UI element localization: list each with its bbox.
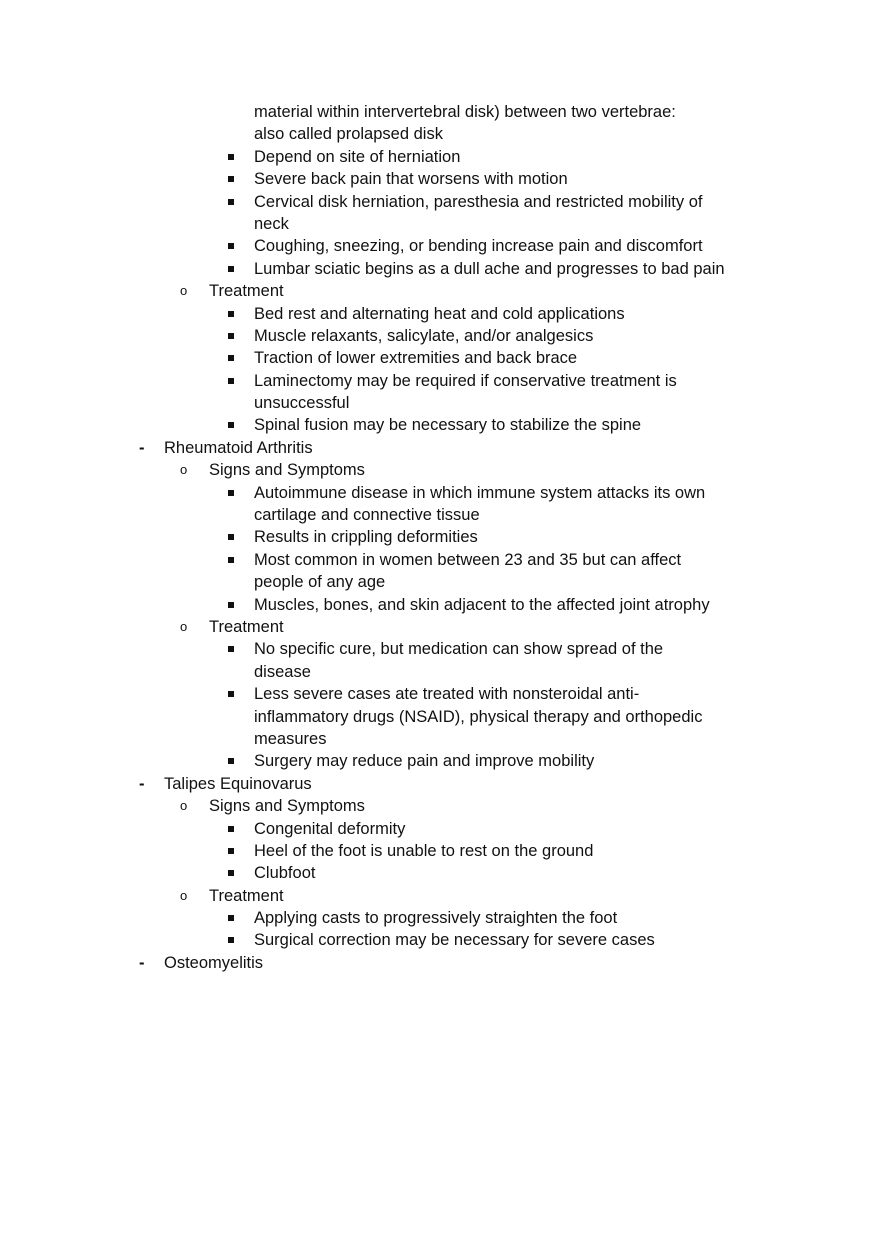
- text-line: [0, 728, 880, 750]
- document-content: [0, 101, 880, 974]
- list-item-text: Traction of lower extremities and back brace: [254, 349, 578, 368]
- square-bullet-icon: [228, 557, 234, 563]
- text-line: [0, 571, 880, 593]
- text-line: [0, 392, 880, 414]
- text-line: [0, 101, 880, 123]
- text-line: [0, 661, 880, 683]
- text-line: [0, 504, 880, 526]
- list-item-text: material within intervertebral disk) between two vertebrae:: [254, 103, 676, 121]
- list-item-text: inflammatory drugs (NSAID), physical therapy and orthopedic: [254, 707, 703, 726]
- square-bullet-icon: [228, 758, 234, 764]
- list-item-text: Lumbar sciatic begins as a dull ache and progresses to bad pain: [254, 259, 725, 278]
- list-item-text: Autoimmune disease in which immune system attacks its own: [254, 483, 706, 502]
- list-item-text: Congenital deformity: [254, 819, 406, 838]
- subsection-label: Signs and Symptoms: [209, 461, 365, 480]
- list-item-text: Less severe cases ate treated with nonsteroidal anti-: [254, 685, 640, 704]
- subsection-heading: [0, 795, 880, 817]
- list-item-text: No specific cure, but medication can show spread of the: [254, 640, 664, 659]
- section-title: Talipes Equinovarus: [164, 774, 312, 793]
- list-item: [0, 549, 880, 571]
- list-item: [0, 146, 880, 168]
- list-item: [0, 907, 880, 929]
- square-bullet-icon: [228, 848, 234, 854]
- subsection-label: Signs and Symptoms: [209, 797, 365, 816]
- subsection-label: Treatment: [209, 282, 284, 301]
- square-bullet-icon: [228, 870, 234, 876]
- square-bullet-icon: [228, 243, 234, 249]
- dash-bullet-icon: -: [139, 953, 145, 972]
- square-bullet-icon: [228, 355, 234, 361]
- subsection-heading: [0, 885, 880, 907]
- list-item-text: also called prolapsed disk: [254, 125, 443, 144]
- list-item-text: Applying casts to progressively straighten the foot: [254, 909, 618, 928]
- list-item-text: Heel of the foot is unable to rest on the ground: [254, 841, 594, 860]
- circle-bullet-icon: o: [180, 462, 188, 478]
- list-item-text: unsuccessful: [254, 394, 350, 413]
- list-item-text: Spinal fusion may be necessary to stabilize the spine: [254, 416, 642, 435]
- list-item: [0, 235, 880, 257]
- list-item-text: Surgery may reduce pain and improve mobility: [254, 752, 595, 771]
- square-bullet-icon: [228, 266, 234, 272]
- list-item-text: Coughing, sneezing, or bending increase pain and discomfort: [254, 237, 703, 256]
- list-item-text: Cervical disk herniation, paresthesia and restricted mobility of: [254, 192, 703, 211]
- circle-bullet-icon: o: [180, 887, 188, 903]
- subsection-heading: [0, 280, 880, 302]
- list-item: [0, 683, 880, 705]
- list-item: [0, 594, 880, 616]
- text-line: [0, 213, 880, 235]
- list-item: [0, 638, 880, 660]
- list-item-text: people of any age: [254, 573, 386, 592]
- square-bullet-icon: [228, 154, 234, 160]
- square-bullet-icon: [228, 602, 234, 608]
- square-bullet-icon: [228, 646, 234, 652]
- list-item: [0, 482, 880, 504]
- list-item-text: Surgical correction may be necessary for severe cases: [254, 931, 655, 950]
- subsection-heading: [0, 459, 880, 481]
- subsection-label: Treatment: [209, 617, 284, 636]
- list-item: [0, 750, 880, 772]
- list-item: [0, 526, 880, 548]
- list-item: [0, 414, 880, 436]
- list-item: [0, 370, 880, 392]
- list-item: [0, 325, 880, 347]
- circle-bullet-icon: o: [180, 283, 188, 299]
- square-bullet-icon: [228, 333, 234, 339]
- square-bullet-icon: [228, 534, 234, 540]
- list-item: [0, 303, 880, 325]
- subsection-heading: [0, 616, 880, 638]
- text-line: [0, 123, 880, 145]
- list-item-text: Muscle relaxants, salicylate, and/or analgesics: [254, 326, 594, 345]
- list-item-text: neck: [254, 214, 289, 233]
- list-item: [0, 862, 880, 884]
- square-bullet-icon: [228, 937, 234, 943]
- section-title: Osteomyelitis: [164, 953, 264, 972]
- square-bullet-icon: [228, 691, 234, 697]
- square-bullet-icon: [228, 176, 234, 182]
- list-item: [0, 191, 880, 213]
- list-item-text: Results in crippling deformities: [254, 528, 478, 547]
- list-item: [0, 840, 880, 862]
- list-item-text: Most common in women between 23 and 35 but can affect: [254, 550, 682, 569]
- circle-bullet-icon: o: [180, 798, 188, 814]
- square-bullet-icon: [228, 915, 234, 921]
- list-item: [0, 818, 880, 840]
- list-item: [0, 258, 880, 280]
- list-item-text: disease: [254, 662, 311, 681]
- text-line: [0, 706, 880, 728]
- square-bullet-icon: [228, 826, 234, 832]
- circle-bullet-icon: o: [180, 618, 188, 634]
- dash-bullet-icon: -: [139, 438, 145, 457]
- list-item: [0, 347, 880, 369]
- section-title: Rheumatoid Arthritis: [164, 438, 313, 457]
- square-bullet-icon: [228, 422, 234, 428]
- list-item: [0, 929, 880, 951]
- square-bullet-icon: [228, 311, 234, 317]
- list-item-text: Depend on site of herniation: [254, 147, 461, 166]
- list-item-text: Clubfoot: [254, 864, 316, 883]
- square-bullet-icon: [228, 199, 234, 205]
- square-bullet-icon: [228, 378, 234, 384]
- dash-bullet-icon: -: [139, 774, 145, 793]
- list-item-text: measures: [254, 729, 327, 748]
- list-item-text: Bed rest and alternating heat and cold applications: [254, 304, 625, 323]
- list-item-text: Muscles, bones, and skin adjacent to the affected joint atrophy: [254, 595, 710, 614]
- section-heading: [0, 952, 880, 974]
- list-item-text: cartilage and connective tissue: [254, 506, 480, 525]
- list-item: [0, 168, 880, 190]
- subsection-label: Treatment: [209, 886, 284, 905]
- square-bullet-icon: [228, 490, 234, 496]
- section-heading: [0, 437, 880, 459]
- list-item-text: Laminectomy may be required if conservative treatment is: [254, 371, 677, 390]
- list-item-text: Severe back pain that worsens with motion: [254, 170, 568, 189]
- section-heading: [0, 773, 880, 795]
